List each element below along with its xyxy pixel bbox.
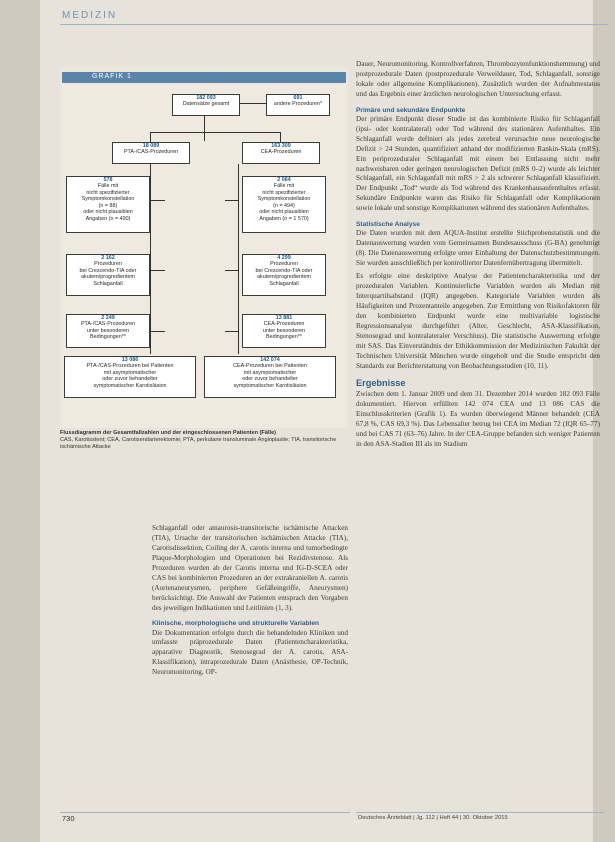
connector-line	[238, 164, 239, 354]
node-line: bei Crescendo-TIA oder	[255, 267, 313, 274]
node-line: (n = 494)	[273, 202, 295, 209]
journal-citation: Deutsches Ärzteblatt | Jg. 112 | Heft 44 | 30. Oktober 2015	[358, 815, 508, 821]
node-count: 18 089	[142, 143, 160, 149]
section-heading: Primäre und sekundäre Endpunkte	[356, 106, 466, 114]
header-rule	[60, 24, 608, 25]
node-cea-excluded-special	[242, 314, 326, 348]
node-line: Schlaganfall	[269, 280, 299, 287]
node-label: andere Prozeduren*	[273, 101, 323, 108]
node-pta-excluded-acute	[66, 254, 150, 296]
section-heading: Klinische, morphologische und strukturelle Variablen	[152, 620, 320, 628]
body-paragraph: Die Dokumentation erfolgte durch die behandelnden Kliniken und umfasste präprozedurale Daten (Patientencharakteristika, apparative Diagnostik, Stenosegrad der A. carotis, ASA-Klassifikation), intraprozedurale Daten (Anästhesie, OP-Technik, Neuromonitoring, OP-	[152, 628, 348, 677]
node-line: Symptomkonstellation	[81, 196, 135, 203]
node-line: oder nicht plausiblen	[83, 209, 133, 216]
connector-line	[150, 200, 165, 201]
node-line: PTA-/CAS-Prozeduren bei Patienten	[86, 363, 174, 370]
node-line: unter besonderen	[86, 327, 130, 334]
page-number: 730	[62, 814, 75, 823]
article-column-left	[152, 524, 348, 678]
node-count: 13 881	[275, 315, 293, 321]
node-line: nicht spezifizierter	[262, 189, 306, 196]
node-line: oder zuvor behandelter	[242, 376, 298, 383]
node-label: Datensätze gesamt	[182, 101, 230, 108]
body-paragraph: Die Daten wurden mit dem AQUA-Institut erstellte Stichprobenstatistik und die Datenauswertung wurden vom Gemeinsamen Bundesausschuss (G-BA) genehmigt (8). Die Datenauswertung erfolgte unter Einhaltung der Datenschutzbestimmungen. Sie wurden ausschließlich per kontrollierter Datenfernübertragung übermittelt.	[356, 229, 600, 268]
node-line: Symptomkonstellation	[257, 196, 311, 203]
node-line: CEA-Prozeduren bei Patienten	[233, 363, 307, 370]
node-count: 182 093	[196, 95, 216, 101]
node-count: 2 064	[277, 177, 291, 183]
node-line: CEA-Prozeduren	[263, 321, 305, 328]
node-count: 578	[103, 177, 113, 183]
node-pta-excluded-special	[66, 314, 150, 348]
node-line: symptomatischer Karotisläsion	[233, 382, 307, 389]
node-cea-excluded-unspecified	[242, 176, 326, 233]
caption-abbreviations: CAS, Karotisstent; CEA, Carotisendarterektomie; PTA, perkutane transluminale Angioplastie; TIA, transitorische ischämische Attacke	[60, 437, 337, 451]
connector-line	[150, 331, 165, 332]
connector-line	[225, 331, 238, 332]
node-line: Fälle mit	[273, 183, 295, 190]
connector-line	[225, 270, 238, 271]
node-line: Angaben (n = 490)	[85, 215, 131, 222]
scan-margin-left	[0, 0, 40, 842]
node-pta-excluded-unspecified	[66, 176, 150, 233]
connector-line	[238, 103, 266, 104]
figure-caption	[60, 430, 350, 451]
footer-rule	[60, 812, 350, 813]
node-count: 142 074	[260, 357, 280, 363]
section-heading: Statistische Analyse	[356, 221, 420, 229]
node-line: Bedingungen**	[90, 334, 126, 341]
node-line: oder nicht plausiblen	[259, 209, 309, 216]
body-paragraph: Der primäre Endpunkt dieser Studie ist das kombinierte Risiko für Schlaganfall (ipsi- oder kontralateral) oder Tod während des stationären Aufenthaltes. Ein Schlaganfall wurde definiert als jedes zerebral verursachte neue neurologische Defizit > 24 Stunden, quantifiziert anhand der modifizierten Rankin-Skala (mRS). Ein periprozeduraler Schlaganfall mit einem bei Entlassung nicht mehr nachweisbaren oder geringen neurologischen Defizit (mRS 0–2) wurde als leichter Schlaganfall, ein Schlaganfall mit mRS > 2 als schwerer Schlaganfall klassifiziert. Der Endpunkt „Tod“ wurde als Tod während des Krankenhausaufenthaltes erfasst. Sekundäre Endpunkte waren das Risiko für Schlaganfall oder Komplikationen sowie lokale und sonstige Komplikationen während des stationären Aufenthaltes.	[356, 114, 600, 213]
node-label: CEA-Prozeduren	[260, 149, 302, 156]
node-count: 163 309	[271, 143, 291, 149]
node-line: akutem/progredientem	[257, 274, 311, 281]
node-pta-cas	[112, 142, 190, 164]
node-line: Fälle mit	[97, 183, 119, 190]
connector-line	[280, 132, 281, 142]
node-count: 2 249	[101, 315, 115, 321]
node-total	[172, 94, 240, 116]
caption-title: Flussdiagramm der Gesamtfallzahlen und der eingeschlossenen Patienten (Fälle)	[60, 430, 277, 436]
node-line: PTA-/CAS-Prozeduren	[80, 321, 136, 328]
body-paragraph: Es erfolgte eine deskriptive Analyse der Patientencharakteristika und der prozeduralen Variablen. Kontinuierliche Variablen wurden als Median mit Interquartilsabstand (IQR) angegeben. Kategoriale Variablen wurden als Häufigkeiten und Prozentanteile angegeben. Zur Ermittlung von Risikofaktoren für den kombinierten Endpunkt wurde eine multivariable logistische Regressionsanalyse durchgeführt (Alter, Geschlecht, ASA-Klassifikation, Stenosegrad und kontralateraler Verschluss). Die statistische Auswertung erfolgte mit SAS. Das Einverständnis der Ethikkommission der Medizinischen Fakultät der Technischen Universität München wurde eingeholt und die Studie entspricht den Standards zur Berichterstattung von Beobachtungsstudien (10, 11).	[356, 272, 600, 370]
connector-line	[150, 132, 151, 142]
node-line: (n = 88)	[98, 202, 118, 209]
body-paragraph: Dauer, Neuromonitoring, Kontrollverfahren, Thrombozytenfunktionshemmung) und postprozedurale Daten (postprozedurale Verweildauer, Tod, Schlaganfall, sonstige lokale oder allgemeine Komplikationen). Zusätzlich wurden der Aufnahmestatus und das Ergebnis einer ärztlichen neurologischen Untersuchung erfasst.	[356, 60, 600, 98]
connector-line	[225, 200, 238, 201]
section-heading-results: Ergebnisse	[356, 378, 406, 389]
node-pta-included	[64, 356, 196, 398]
connector-line	[150, 132, 280, 133]
node-count: 4 299	[277, 255, 291, 261]
footer-rule	[356, 812, 604, 813]
node-count: 691	[293, 95, 303, 101]
running-head: MEDIZIN	[62, 10, 118, 21]
node-line: Angaben (n = 1 570)	[259, 215, 309, 222]
article-column-right	[356, 60, 600, 450]
node-cea-excluded-acute	[242, 254, 326, 296]
node-line: akutem/progredientem	[81, 274, 135, 281]
connector-line	[204, 116, 205, 141]
node-count: 2 162	[101, 255, 115, 261]
body-paragraph: Zwischen dem 1. Januar 2009 und dem 31. Dezember 2014 wurden 182 093 Fälle dokumentiert. Hiervon erfüllten 142 074 CEA und 13 086 CAS die Einschlusskriterien (Grafik 1). Es wurden überwiegend Männer behandelt (CEA 67,8 %, CAS 69,3 %). Das Lebensalter betrug bei CEA im Median 72 (IQR 65–77) und bei CAS 71 (63–76) Jahre. In der CEA-Gruppe befanden sich weniger Patienten in den ASA-Stadien III als im Stadium	[356, 390, 600, 448]
node-line: unter besonderen	[262, 327, 306, 334]
node-line: Bedingungen**	[266, 334, 302, 341]
node-cea	[242, 142, 320, 164]
node-line: Schlaganfall	[93, 280, 123, 287]
node-line: bei Crescendo-TIA oder	[79, 267, 137, 274]
node-cea-included	[204, 356, 336, 398]
connector-line	[150, 270, 165, 271]
node-line: Prozeduren	[94, 261, 122, 268]
connector-line	[150, 164, 151, 354]
node-other-procedures	[266, 94, 330, 116]
node-count: 13 086	[121, 357, 139, 363]
node-line: symptomatischer Karotisläsion	[93, 382, 167, 389]
figure-label: GRAFIK 1	[92, 73, 132, 80]
node-line: oder zuvor behandelter	[102, 376, 158, 383]
node-line: Prozeduren	[270, 261, 298, 268]
node-line: nicht spezifizierter	[86, 189, 130, 196]
body-paragraph: Schlaganfall oder amaurosis-transitorische ischämische Attacken (TIA), Ursache der transitorischen ischämischen Attacke (TIA), Carotisdissektion, Coiling der A. carotis interna und tumorbedingte Plaque-Morphologien und Operationen bei Rezidivstenose. Als Prozeduren wurden ab der Carotis interna und IG-D-SCEA oder CAS bei kombinierten Prozeduren an der extrakraniellen A. carotis (Aortenaneurysmen, periphere Gefäßeingriffe, Aneurysmen) berücksichtigt. Die Auswahl der Patienten entsprach den Vorgaben des jeweiligen Indikationen und Leitlinien (1, 3).	[152, 524, 348, 612]
node-line: mit asymptomatischer	[243, 369, 297, 376]
node-label: PTA-/CAS-Prozeduren	[123, 149, 179, 156]
node-line: mit asymptomatischer	[103, 369, 157, 376]
